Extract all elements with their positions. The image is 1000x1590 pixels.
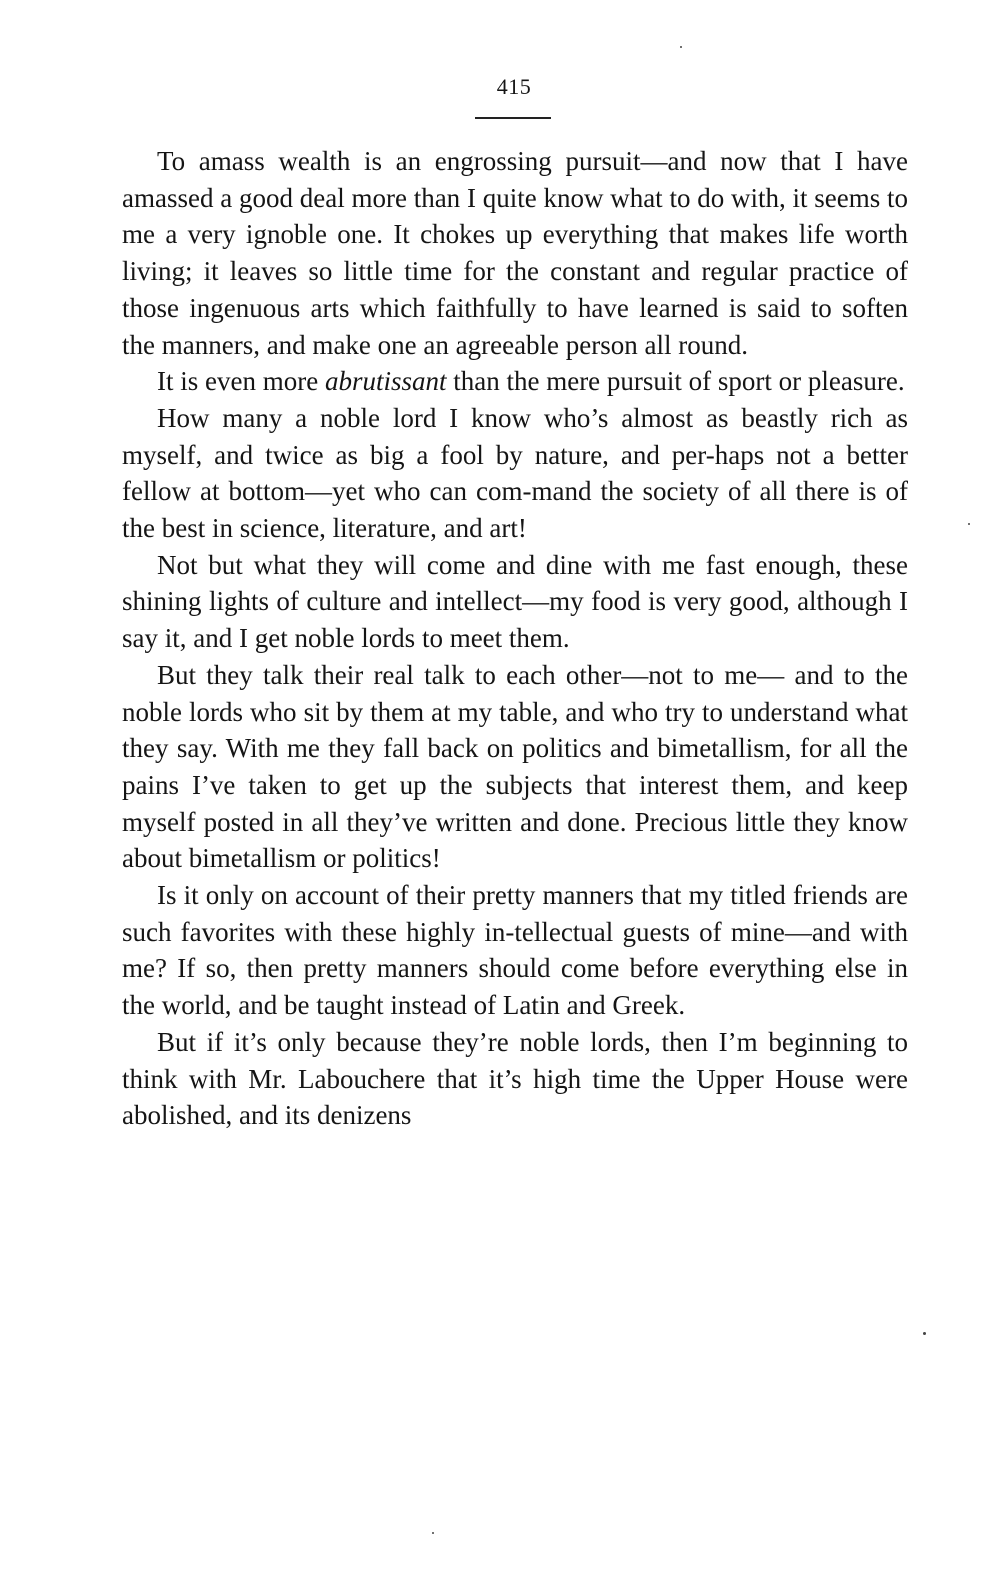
scan-speck [923,1332,926,1335]
scan-speck [432,1532,434,1534]
paragraph-2 [122,363,908,400]
paragraph-2-emphasis: abrutissant [324,366,447,397]
paragraph-2-before: It is even more [157,366,325,397]
scan-speck [680,46,682,48]
scan-speck [968,523,970,525]
paragraph-3: How many a noble lord I know who’s almost as beastly rich as myself, and twice as big a fool by nature, and per-haps not a better fellow at bottom—yet who can com-mand the society of all there is of the best in science, literature, and art! [122,402,908,544]
paragraph-6: Is it only on account of their pretty manners that my titled friends are such favorites with these highly in-tellectual guests of mine—and with me? If so, then pretty manners should come before everything else in the world, and be taught instead of Latin and Greek. [122,880,908,1021]
page-number: 415 [496,74,532,99]
paragraph-7: But if it’s only because they’re noble lords, then I’m beginning to think with Mr. Labouchere that it’s high time the Upper House were abolished, and its denizens [122,1026,908,1131]
paragraph-2-after: than the mere pursuit of sport or pleasure. [446,366,905,397]
paragraph-1: To amass wealth is an engrossing pursuit—and now that I have amassed a good deal more than I quite know what to do with, it seems to me a very ignoble one. It chokes up everything that makes life worth living; it leaves so little time for the constant and regular practice of those ingenuous arts which faithfully to have learned is said to soften the manners, and make one an agreeable person all round. [122,146,908,360]
paragraph-4: Not but what they will come and dine with me fast enough, these shining lights of culture and intellect—my food is very good, although I say it, and I get noble lords to meet them. [122,549,908,654]
body-text [122,143,908,1134]
page-number-rule [475,117,551,119]
paragraph-5: But they talk their real talk to each other—not to me— and to the noble lords who sit by them at my table, and who try to understand what they say. With me they fall back on politics and bimetallism, for all the pains I’ve taken to get up the subjects that interest them, and keep myself posted in all they’ve written and done. Precious little they know about bimetallism or politics! [122,659,908,874]
